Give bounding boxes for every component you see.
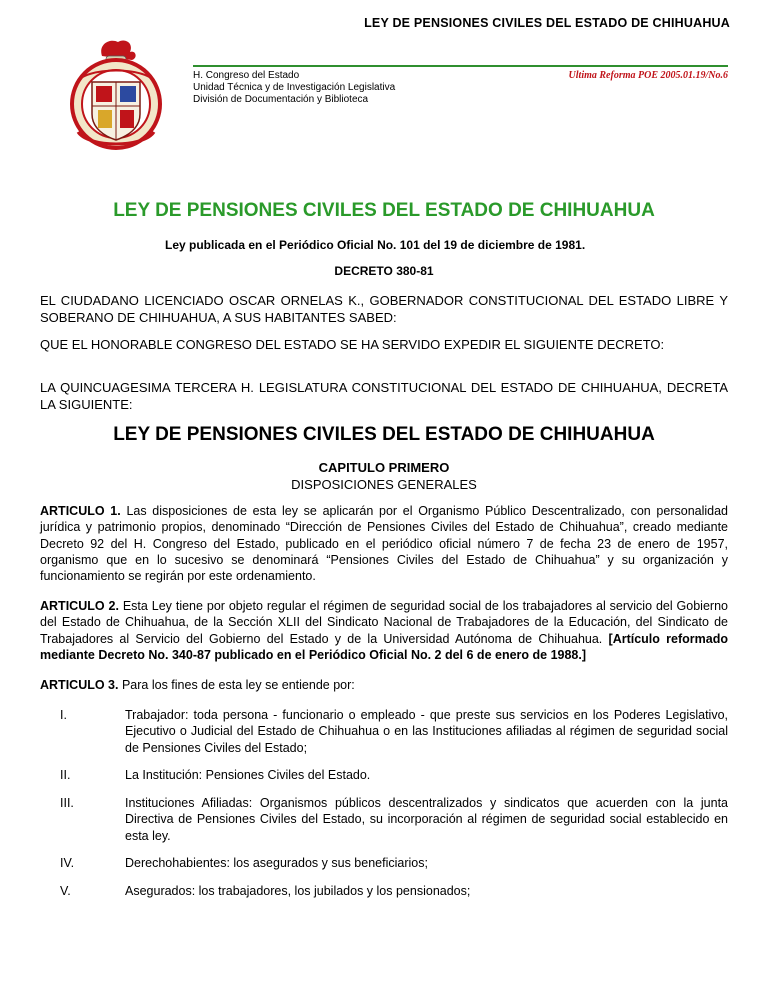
definition-text: Asegurados: los trabajadores, los jubilados y los pensionados; <box>125 884 471 898</box>
definition-text: Trabajador: toda persona - funcionario o empleado - que preste sus servicios en los Poderes Legislativo, Ejecutivo o Judicial del Estado de Chihuahua o en las Instituciones afiliadas al régimen de seguridad social de Pensiones Civiles del Estado; <box>125 708 728 755</box>
article-text: Para los fines de esta ley se entiende por: <box>121 678 355 692</box>
definition-text: Derechohabientes: los asegurados y sus beneficiarios; <box>125 856 428 870</box>
definition-number: V. <box>60 884 71 898</box>
decree-number: DECRETO 380-81 <box>334 264 434 278</box>
preamble-paragraph: EL CIUDADANO LICENCIADO OSCAR ORNELAS K., GOBERNADOR CONSTITUCIONAL DEL ESTADO LIBRE Y SOBERANO DE CHIHUAHUA, A SUS HABITANTES SABED: <box>40 293 728 325</box>
institution-block <box>193 70 395 106</box>
article-1 <box>40 503 728 584</box>
publication-line: Ley publicada en el Periódico Oficial No. 101 del 19 de diciembre de 1981. <box>165 238 586 252</box>
definition-text: La Institución: Pensiones Civiles del Estado. <box>125 768 371 782</box>
running-title: LEY DE PENSIONES CIVILES DEL ESTADO DE CHIHUAHUA <box>364 16 730 30</box>
law-title: LEY DE PENSIONES CIVILES DEL ESTADO DE CHIHUAHUA <box>113 424 655 445</box>
state-seal-icon <box>58 36 176 154</box>
definition-number: II. <box>60 768 71 782</box>
definition-text: Instituciones Afiliadas: Organismos públicos descentralizados y sindicatos que acuerden con la junta Directiva de Pensiones Civiles del Estado, su incorporación al régimen de seguridad social establecido en esta ley. <box>125 796 728 843</box>
article-reform-note: [Artículo reformado mediante Decreto No. 340-87 publicado en el Periódico Oficial No. 2 del 6 de enero de 1988.] <box>40 631 728 662</box>
main-title: LEY DE PENSIONES CIVILES DEL ESTADO DE CHIHUAHUA <box>113 200 655 221</box>
article-label: ARTICULO 3. <box>40 678 119 692</box>
article-2 <box>40 598 728 663</box>
last-reform-note: Ultima Reforma POE 2005.01.19/No.6 <box>568 70 728 81</box>
chapter-number: CAPITULO PRIMERO <box>318 460 450 475</box>
article-3 <box>40 677 728 693</box>
definition-number: IV. <box>60 856 75 870</box>
header-rule <box>193 65 728 67</box>
chapter-heading <box>40 459 728 493</box>
institution-line: H. Congreso del Estado <box>193 70 300 81</box>
institution-line: División de Documentación y Biblioteca <box>193 94 369 105</box>
article-text: Las disposiciones de esta ley se aplicarán por el Organismo Público Descentralizado, con personalidad jurídica y patrimonio propios, denominado “Dirección de Pensiones Civiles del Estado de Chihuahua”, creado mediante Decreto 92 del H. Congreso del Estado, publicado en el periódico oficial número 7 de fecha 23 de enero de 1957, organismo que en lo sucesivo se denominará “Pensiones Civiles del Estado de Chihuahua” y su organización y funcionamiento se regirán por este ordenamiento. <box>40 504 729 584</box>
definition-number: III. <box>60 796 74 810</box>
article-label: ARTICULO 2. <box>40 599 119 613</box>
article-text: Esta Ley tiene por objeto regular el régimen de seguridad social de los trabajadores al servicio del Gobierno del Estado de Chihuahua, de la Sección XLII del Sindicato Nacional de Trabajadores de la Educación, del Sindicato de Trabajadores al Servicio del Gobierno del Estado y de la Universidad Autónoma de Chihuahua. <box>40 599 728 646</box>
article-label: ARTICULO 1. <box>40 504 121 518</box>
institution-line: Unidad Técnica y de Investigación Legislativa <box>193 82 396 93</box>
preamble-paragraph: LA QUINCUAGESIMA TERCERA H. LEGISLATURA CONSTITUCIONAL DEL ESTADO DE CHIHUAHUA, DECRETA LA SIGUIENTE: <box>40 380 728 412</box>
definition-number: I. <box>60 708 67 722</box>
preamble-paragraph: QUE EL HONORABLE CONGRESO DEL ESTADO SE HA SERVIDO EXPEDIR EL SIGUIENTE DECRETO: <box>40 337 665 352</box>
chapter-name: DISPOSICIONES GENERALES <box>291 477 477 492</box>
